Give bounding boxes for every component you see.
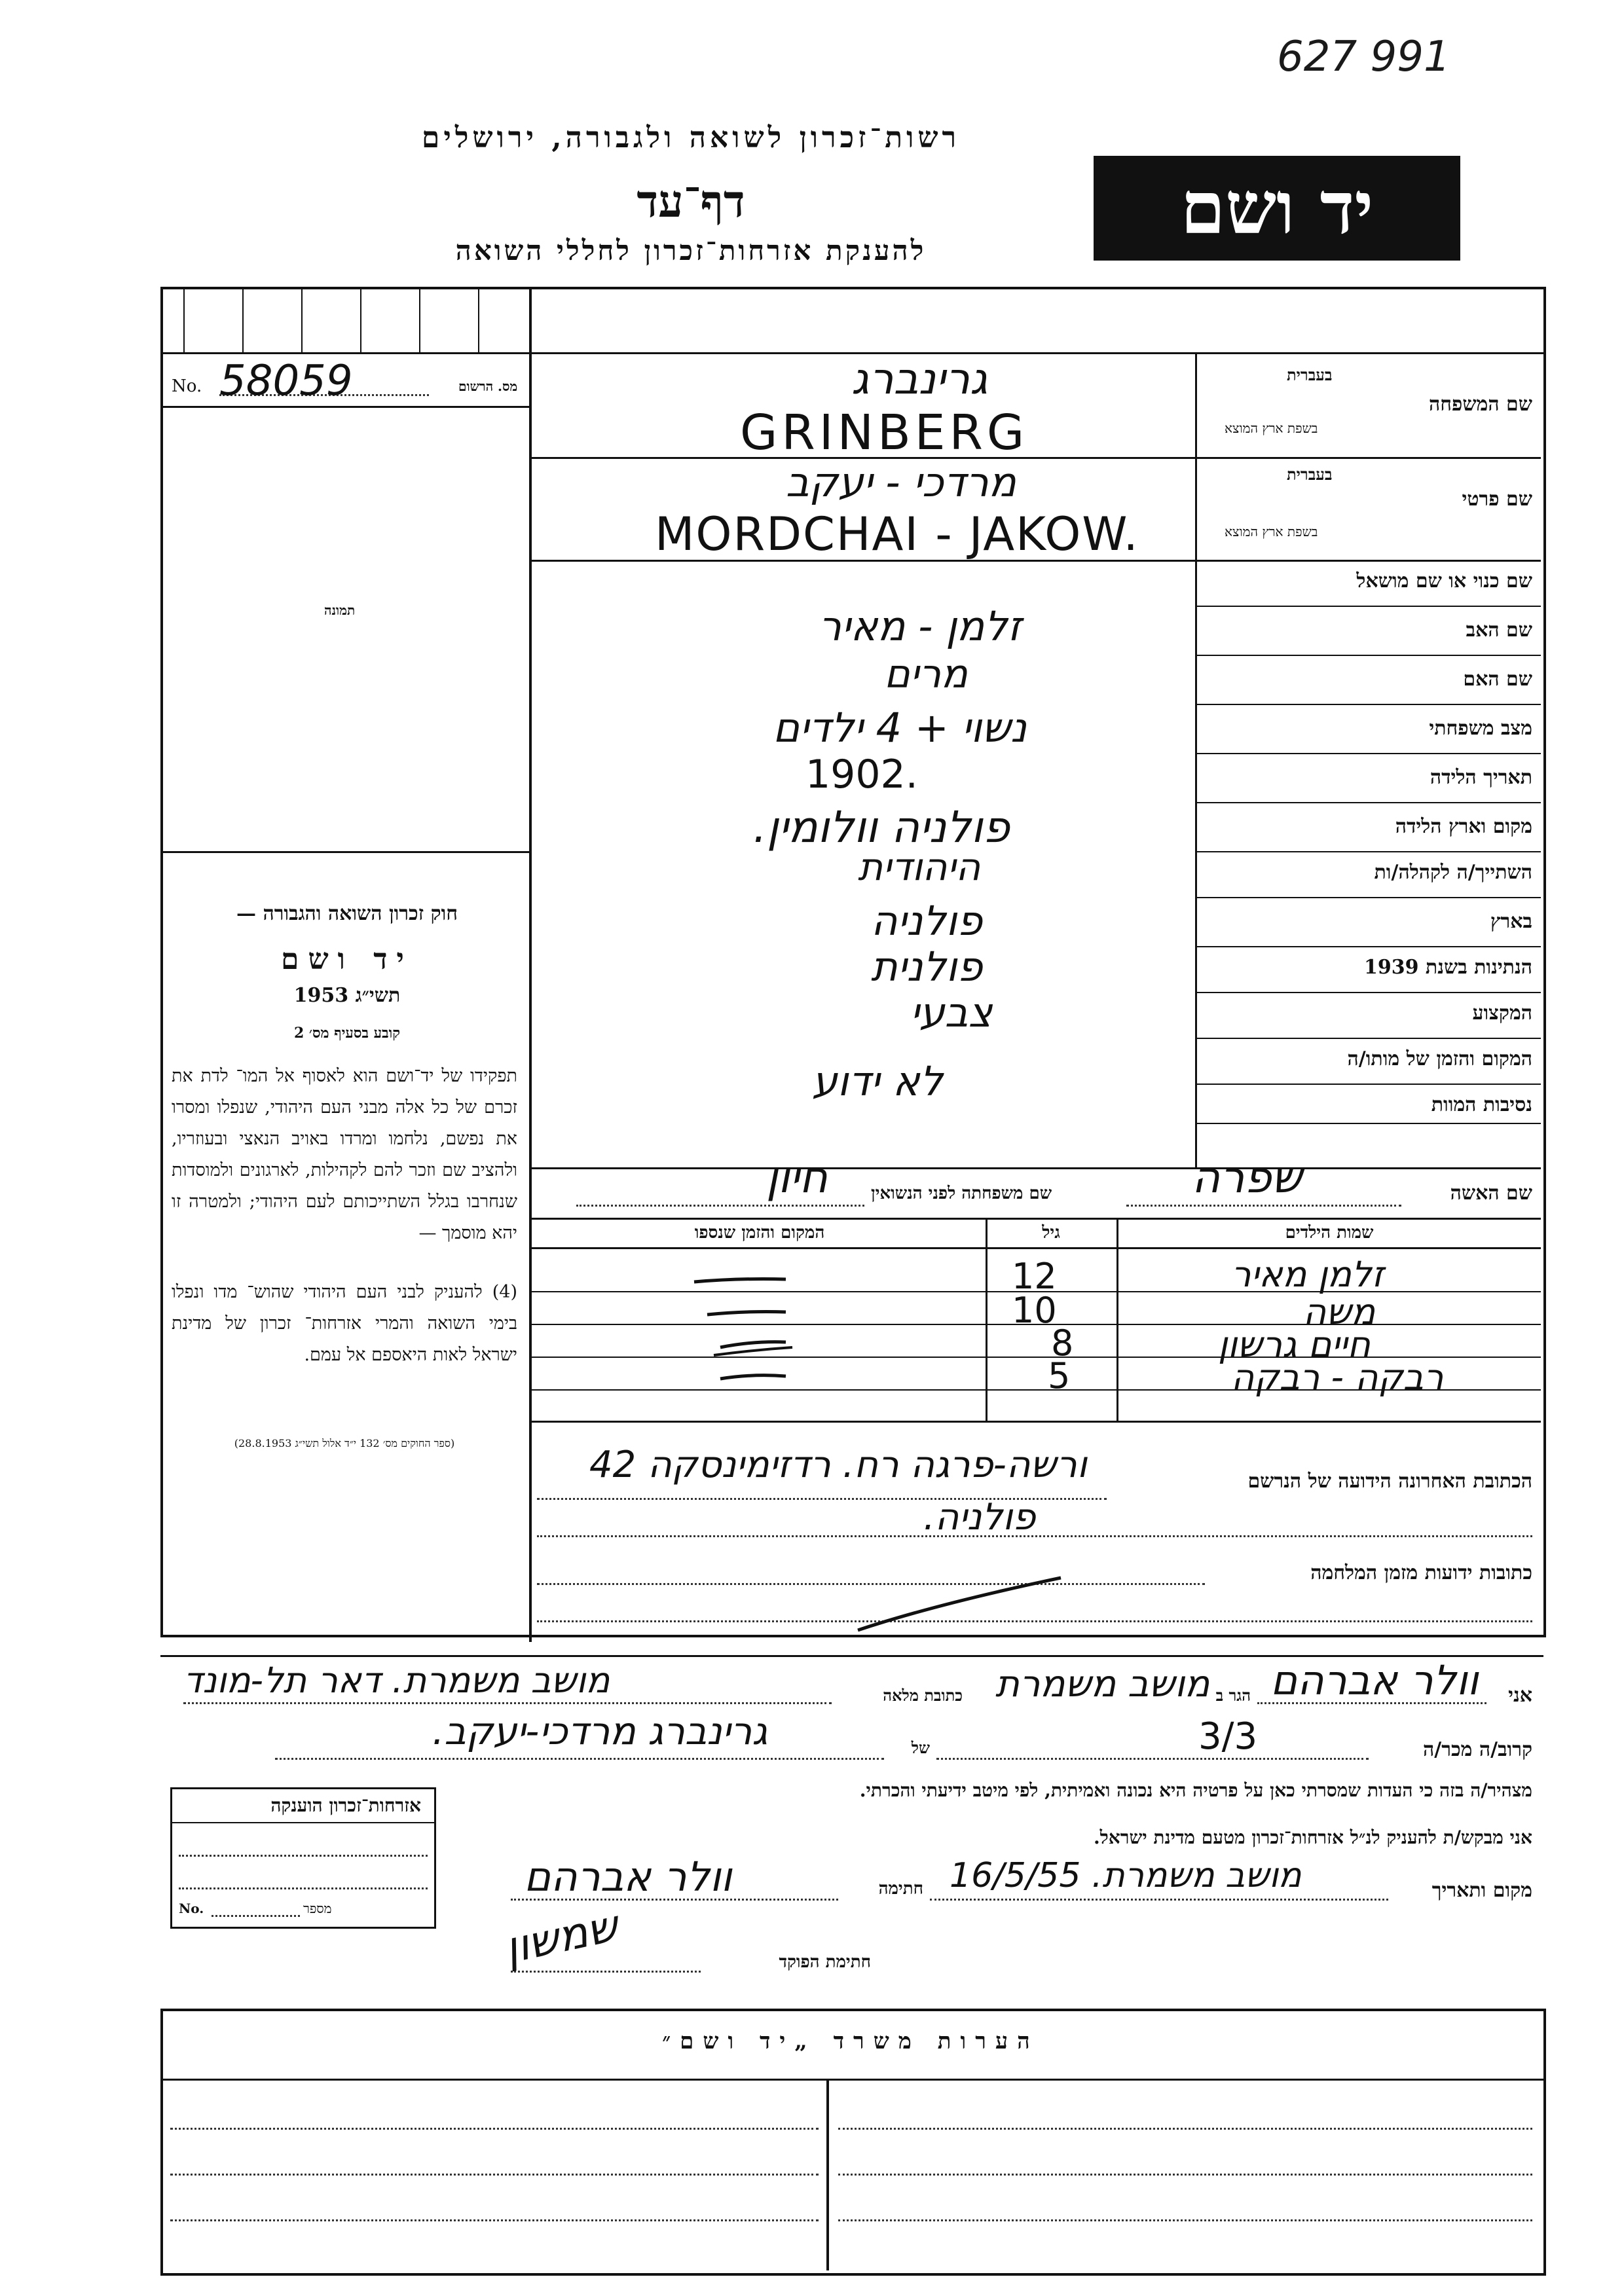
family-name-origin: GRINBERG: [740, 405, 1029, 461]
in-hebrew-label-2: בעברית: [1287, 465, 1333, 484]
child-name-4: רבקה - רבקה: [1231, 1357, 1444, 1398]
photo-label: תמונה: [324, 602, 356, 618]
children-age-header: גיל: [1042, 1223, 1060, 1243]
signature-label: חתימה: [878, 1879, 923, 1899]
country-value: פולניה: [871, 897, 983, 945]
community-label: השתייך/ה לקהלה/ות: [1374, 861, 1532, 884]
authority-title: רשות־זכרון לשואה ולגבורה, ירושלים: [421, 121, 961, 155]
wife-name: שפרה: [1192, 1152, 1302, 1203]
yad-vashem-logo: יד ושם: [1094, 156, 1460, 261]
citizenship-label: הנתינות בשנת 1939: [1363, 956, 1532, 979]
full-address-label: כתובת מלאה: [883, 1686, 963, 1705]
child-death-dashes: [655, 1264, 851, 1394]
children-names-header: שמות הילדים: [1285, 1223, 1374, 1243]
place-date-value: מושב משמרת. 16/5/55: [950, 1856, 1302, 1895]
profession-value: צבעי: [910, 989, 993, 1036]
father-label: שם האב: [1466, 619, 1532, 642]
law-body: תפקידו של יד־ושם הוא לאסוף אל המו־ לדת את זכרם של כל אלה מבני העם היהודי, שנפלו ומסרו את נפשם, נלחמו ומרדו באויב הנאצי ובעוזריו, ולהציב שם וזכר להם לקהילות, לארגונים ולמוסדות שנחרבו בגלל השתייכותם לעם היהודי; ולמטרה זו יהא מוסמך —: [172, 1066, 517, 1243]
declarant-name: וולר אברהם: [1270, 1656, 1479, 1704]
remarks-title: הערות משרד „יד ושם״: [662, 2028, 1039, 2054]
form-subtitle: להענקת אזרחות־זכרון לחללי השואה: [455, 234, 927, 266]
maiden-name: חיון: [766, 1152, 828, 1203]
last-address-value-2: פולניה.: [923, 1496, 1036, 1539]
profession-label: המקצוע: [1472, 1002, 1532, 1025]
first-name-origin: MORDCHAI - JAKOW.: [655, 507, 1139, 561]
law-citation: (ספר החוקים מס׳ 132 י״ד אלול תשי״ג 28.8.1953): [234, 1437, 455, 1449]
relation-value: 3/3: [1198, 1715, 1258, 1758]
child-name-3: חיים גרשון: [1218, 1324, 1371, 1365]
statement-2: אני מבקש/ת להעניק לנ״ל אזרחות־זכרון מטעם מדינת ישראל.: [1093, 1827, 1532, 1848]
resident-label: הגר ב: [1215, 1686, 1251, 1705]
last-address-label: הכתובת האחרונה הידועה של הנרשם: [1247, 1470, 1532, 1493]
stamp-box-title: אזרחות־זכרון הוענקה: [270, 1795, 421, 1816]
stamp-box-number-label: מספר: [303, 1901, 332, 1916]
child-age-2: 10: [1012, 1290, 1057, 1331]
statement-1: מצהיר/ה בזה כי העדות שמסרתי כאן על פרטיה היא נכונה ואמיתית, לפי מיטב ידיעתי והכרתי.: [859, 1779, 1532, 1801]
children-death-header: המקום והזמן שנספו: [694, 1223, 825, 1243]
officer-signature-label: חתימת הפוקד: [779, 1952, 871, 1972]
citizenship-value: פולנית: [871, 943, 983, 991]
officer-signature: שמשון: [500, 1900, 623, 1974]
mother-name: מרים: [884, 651, 968, 697]
archive-number: 627 991: [1277, 33, 1450, 81]
war-address-label: כתובות ידועות מזמן המלחמה: [1310, 1561, 1532, 1584]
community-value: היהודית: [858, 845, 981, 889]
death-cause-label: נסיבות המוות: [1431, 1093, 1532, 1116]
nickname-label: שם כנוי או שם מושאל: [1356, 570, 1532, 592]
in-origin-label-1: בשפת ארץ המוצא: [1225, 420, 1318, 436]
marital-label: מצב משפחתי: [1429, 717, 1532, 740]
birthdate-label: תאריך הלידה: [1430, 766, 1532, 789]
of-name-value: גרינברג מרדכי-יעקב.: [432, 1709, 768, 1753]
death-place-label: המקום והזמן של מותו/ה: [1347, 1048, 1532, 1070]
registration-no-label: No.: [172, 376, 202, 396]
father-name: זלמן - מאיר: [819, 602, 1022, 650]
registration-number: 58059: [219, 357, 353, 405]
first-name-hebrew: מרדכי - יעקב: [786, 458, 1016, 506]
law-section: קובע בסעיף מס׳ 2: [293, 1025, 401, 1042]
country-label: בארץ: [1490, 910, 1532, 933]
of-label: של: [911, 1738, 930, 1757]
last-address-value: ורשה-פרגה רח. רדזימינסקה 42: [589, 1444, 1087, 1486]
declarant-signature: וולר אברהם: [524, 1853, 732, 1901]
law-name: יד ושם: [281, 943, 413, 976]
wife-label: שם האשה: [1450, 1182, 1532, 1205]
birthplace-value: פולניה וולומין.: [753, 802, 1010, 852]
death-value: לא ידוע: [812, 1057, 943, 1105]
child-name-1: זלמן מאיר: [1231, 1254, 1384, 1295]
maiden-name-label: שם משפחתה לפני הנשואין: [871, 1184, 1052, 1203]
in-origin-label-2: בשפת ארץ המוצא: [1225, 524, 1318, 539]
marital-status: נשוי + 4 ילדים: [773, 704, 1027, 752]
child-age-3: 8: [1051, 1322, 1074, 1364]
law-year: תשי״ג 1953: [293, 984, 401, 1007]
first-name-label: שם פרטי: [1462, 488, 1532, 511]
declarant-i-label: אני: [1508, 1684, 1532, 1707]
citizenship-stamp-box: [170, 1787, 436, 1929]
in-hebrew-label-1: בעברית: [1287, 365, 1333, 384]
stamp-box-no-label: No.: [179, 1901, 204, 1916]
family-name-label: שם המשפחה: [1428, 393, 1532, 416]
full-address-value: מושב משמרת. דאר תל-מונד: [183, 1660, 610, 1701]
birthplace-label: מקום וארץ הלידה: [1395, 815, 1532, 838]
resident-value: מושב משמרת: [995, 1663, 1210, 1705]
birthdate-value: 1902.: [805, 752, 918, 797]
mother-label: שם האם: [1463, 668, 1532, 691]
law-title: חוק זכרון השואה והגבורה —: [236, 902, 458, 925]
family-name-hebrew: גרינברג: [851, 354, 988, 404]
child-name-2: משה: [1303, 1291, 1376, 1332]
war-address-dash: [845, 1565, 1080, 1643]
place-date-label: מקום ותאריך: [1431, 1879, 1532, 1902]
child-age-4: 5: [1048, 1355, 1071, 1396]
form-title: דף־עד: [637, 175, 745, 228]
child-age-1: 12: [1012, 1256, 1057, 1297]
registration-label: מס. הרשום: [458, 378, 518, 394]
law-clause: (4) להעניק לבני העם היהודי שהוש־ מדו ונפלו בימי השואה והמרי אזרחות־ זכרון של מדינת ישראל לאות היאספם אל עמם.: [172, 1282, 517, 1365]
relation-label: קרוב/ה מכר/ה: [1423, 1738, 1532, 1761]
